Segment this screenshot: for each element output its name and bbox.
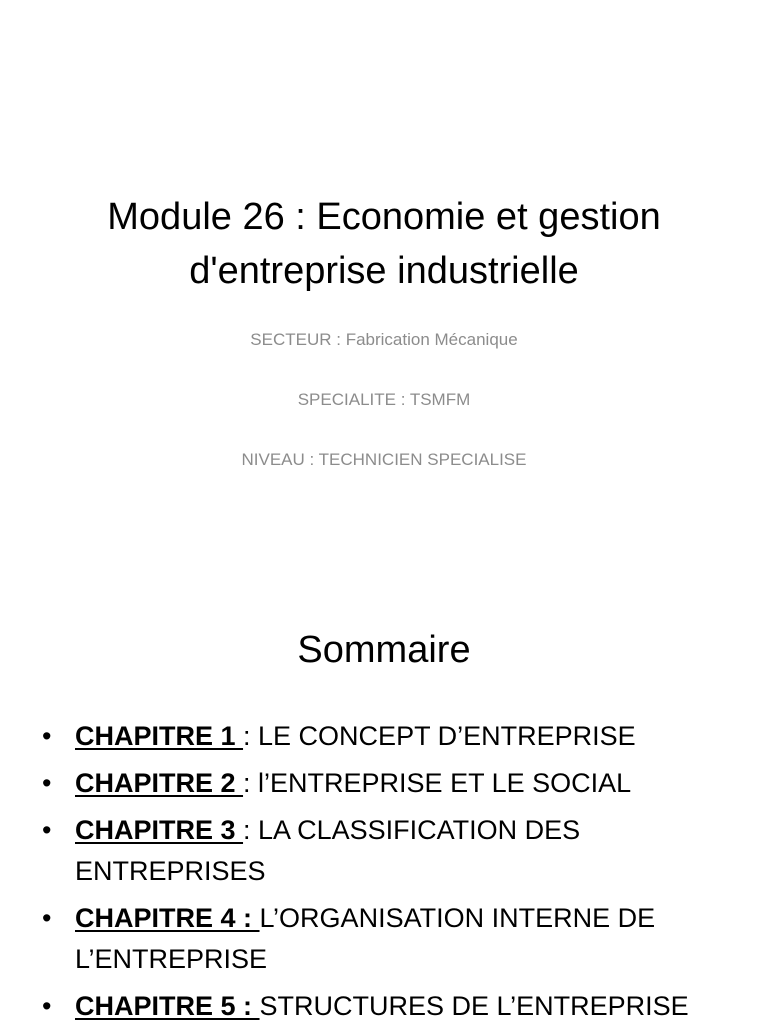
chapter-item-3 bbox=[40, 810, 730, 892]
chapter-item-5 bbox=[40, 986, 730, 1027]
module-title-line-1: Module 26 : Economie et gestion bbox=[107, 196, 661, 238]
bullet-icon: • bbox=[42, 721, 52, 751]
bullet-icon: • bbox=[42, 903, 52, 933]
level-text: NIVEAU : TECHNICIEN SPECIALISE bbox=[241, 450, 527, 469]
bullet-icon: • bbox=[42, 815, 52, 845]
chapter-3-link[interactable]: CHAPITRE 3 bbox=[75, 815, 244, 845]
sector-text: SECTEUR : Fabrication Mécanique bbox=[250, 330, 518, 349]
chapter-2-title: : l’ENTREPRISE ET LE SOCIAL bbox=[243, 768, 632, 798]
chapter-item-4 bbox=[40, 898, 730, 980]
chapter-item-2 bbox=[40, 763, 730, 804]
chapter-5-title: STRUCTURES DE L’ENTREPRISE bbox=[259, 991, 689, 1021]
chapter-item-1 bbox=[40, 716, 730, 757]
bullet-icon: • bbox=[42, 991, 52, 1021]
module-title bbox=[40, 190, 728, 298]
chapter-1-title: : LE CONCEPT D’ENTREPRISE bbox=[243, 721, 636, 751]
summary-slide bbox=[0, 576, 768, 1024]
module-details bbox=[40, 330, 728, 510]
chapter-list bbox=[40, 716, 730, 1033]
chapter-4-title: L’ORGANISATION INTERNE DE L’ENTREPRISE bbox=[75, 903, 656, 974]
chapter-5-link[interactable]: CHAPITRE 5 : bbox=[75, 991, 260, 1021]
chapter-1-link[interactable]: CHAPITRE 1 bbox=[75, 721, 244, 751]
chapter-4-link[interactable]: CHAPITRE 4 : bbox=[75, 903, 260, 933]
chapter-3-title: : LA CLASSIFICATION DES ENTREPRISES bbox=[75, 815, 581, 886]
summary-heading: Sommaire bbox=[297, 629, 471, 671]
specialty-text: SPECIALITE : TSMFM bbox=[297, 390, 471, 409]
bullet-icon: • bbox=[42, 768, 52, 798]
chapter-2-link[interactable]: CHAPITRE 2 bbox=[75, 768, 244, 798]
module-title-line-2: d'entreprise industrielle bbox=[189, 250, 579, 292]
